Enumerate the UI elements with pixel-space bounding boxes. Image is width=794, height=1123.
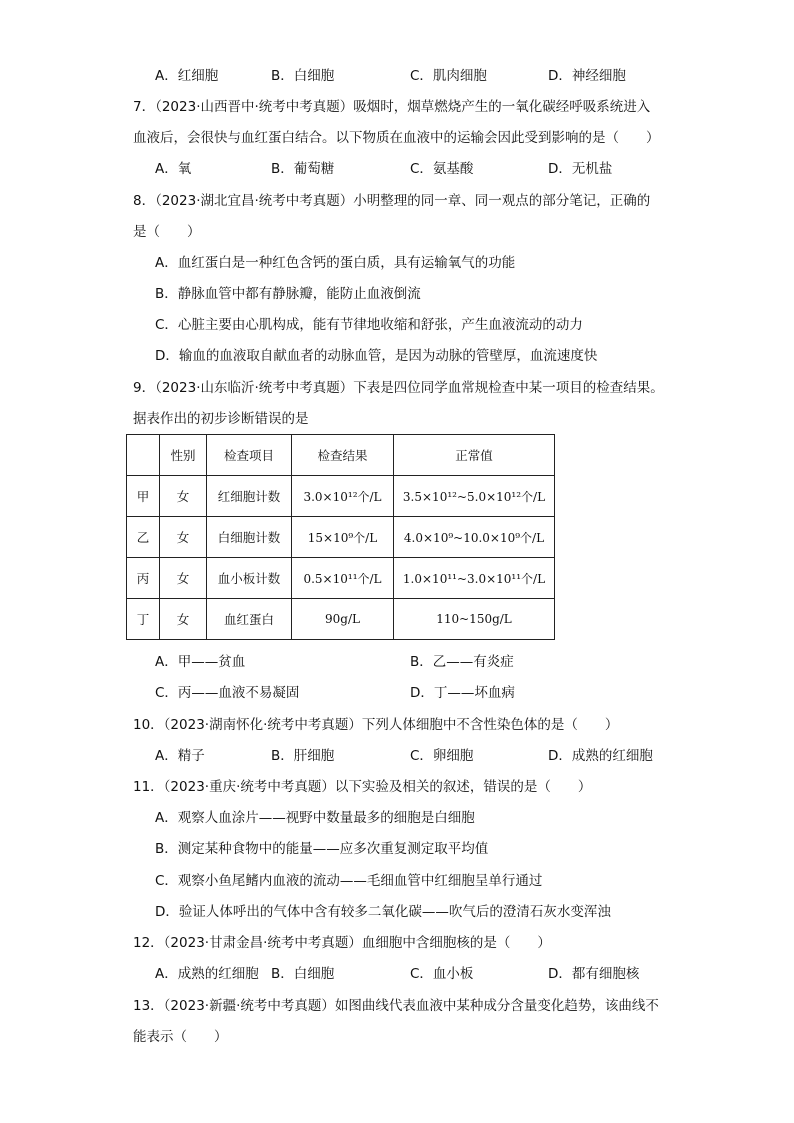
q9-option-a: A．甲——贫血 bbox=[155, 654, 246, 670]
q12-option-d: D．都有细胞核 bbox=[548, 966, 640, 982]
q9-option-d: D．丁——坏血病 bbox=[410, 685, 515, 701]
q7-option-d: D．无机盐 bbox=[548, 161, 613, 177]
q10-option-c: C．卵细胞 bbox=[410, 748, 474, 764]
table-cell: 女 bbox=[160, 476, 207, 517]
q8-option-b: B．静脉血管中都有静脉瓣，能防止血液倒流 bbox=[155, 286, 421, 302]
table-cell: 甲 bbox=[127, 476, 160, 517]
q8-option-d: D．输血的血液取自献血者的动脉血管，是因为动脉的管壁厚，血流速度快 bbox=[155, 348, 598, 364]
q13-stem-line2: 能表示（ ） bbox=[133, 1029, 228, 1045]
table-cell: 血小板计数 bbox=[207, 558, 292, 599]
q10-option-d: D．成熟的红细胞 bbox=[548, 748, 653, 764]
q12-option-b: B．白细胞 bbox=[271, 966, 335, 982]
q7-stem-line2: 血液后，会很快与血红蛋白结合。以下物质在血液中的运输会因此受到影响的是（ ） bbox=[133, 130, 660, 146]
q7-option-c: C．氨基酸 bbox=[410, 161, 474, 177]
table-cell: 丙 bbox=[127, 558, 160, 599]
q9-stem-line2: 据表作出的初步诊断错误的是 bbox=[133, 411, 309, 427]
q11-stem: 11．（2023·重庆·统考中考真题）以下实验及相关的叙述，错误的是（ ） bbox=[133, 779, 592, 795]
q8-option-c: C．心脏主要由心肌构成，能有节律地收缩和舒张，产生血液流动的动力 bbox=[155, 317, 583, 333]
table-cell: 4.0×10⁹~10.0×10⁹个/L bbox=[394, 517, 555, 558]
table-header-cell: 检查项目 bbox=[207, 435, 292, 476]
table-cell: 白细胞计数 bbox=[207, 517, 292, 558]
table-cell: 15×10⁹个/L bbox=[292, 517, 394, 558]
q13-stem-line1: 13．（2023·新疆·统考中考真题）如图曲线代表血液中某种成分含量变化趋势，该曲线不 bbox=[133, 998, 659, 1014]
table-header-row bbox=[127, 435, 555, 476]
q12-option-a: A．成熟的红细胞 bbox=[155, 966, 259, 982]
table-row bbox=[127, 517, 555, 558]
table-row bbox=[127, 599, 555, 640]
q7-option-b: B．葡萄糖 bbox=[271, 161, 335, 177]
table-cell: 110~150g/L bbox=[394, 599, 555, 640]
q12-stem: 12．（2023·甘肃金昌·统考中考真题）血细胞中含细胞核的是（ ） bbox=[133, 935, 551, 951]
q6-option-d: D．神经细胞 bbox=[548, 68, 626, 84]
table-header-cell bbox=[127, 435, 160, 476]
table-cell: 女 bbox=[160, 599, 207, 640]
table-row bbox=[127, 558, 555, 599]
table-cell: 血红蛋白 bbox=[207, 599, 292, 640]
q11-option-d: D．验证人体呼出的气体中含有较多二氧化碳——吹气后的澄清石灰水变浑浊 bbox=[155, 904, 611, 920]
table-cell: 3.5×10¹²~5.0×10¹²个/L bbox=[394, 476, 555, 517]
q11-option-a: A．观察人血涂片——视野中数量最多的细胞是白细胞 bbox=[155, 810, 475, 826]
table-cell: 女 bbox=[160, 517, 207, 558]
table-cell: 丁 bbox=[127, 599, 160, 640]
table-cell: 3.0×10¹²个/L bbox=[292, 476, 394, 517]
q9-stem-line1: 9．（2023·山东临沂·统考中考真题）下表是四位同学血常规检查中某一项目的检查结果。 bbox=[133, 380, 664, 396]
table-cell: 乙 bbox=[127, 517, 160, 558]
q9-option-b: B．乙——有炎症 bbox=[410, 654, 514, 670]
blood-test-table bbox=[126, 434, 555, 640]
table-cell: 1.0×10¹¹~3.0×10¹¹个/L bbox=[394, 558, 555, 599]
table-header-cell: 正常值 bbox=[394, 435, 555, 476]
q10-option-a: A．精子 bbox=[155, 748, 205, 764]
table-cell: 女 bbox=[160, 558, 207, 599]
q12-option-c: C．血小板 bbox=[410, 966, 474, 982]
q7-option-a: A．氧 bbox=[155, 161, 192, 177]
q8-stem-line1: 8．（2023·湖北宜昌·统考中考真题）小明整理的同一章、同一观点的部分笔记，正确的 bbox=[133, 193, 651, 209]
q9-option-c: C．丙——血液不易凝固 bbox=[155, 685, 300, 701]
table-cell: 0.5×10¹¹个/L bbox=[292, 558, 394, 599]
q6-option-b: B．白细胞 bbox=[271, 68, 335, 84]
table-header-cell: 检查结果 bbox=[292, 435, 394, 476]
q10-option-b: B．肝细胞 bbox=[271, 748, 335, 764]
q8-option-a: A．血红蛋白是一种红色含钙的蛋白质，具有运输氧气的功能 bbox=[155, 255, 516, 271]
table-header-cell: 性别 bbox=[160, 435, 207, 476]
q6-option-c: C．肌肉细胞 bbox=[410, 68, 487, 84]
table-row bbox=[127, 476, 555, 517]
q7-stem-line1: 7．（2023·山西晋中·统考中考真题）吸烟时，烟草燃烧产生的一氧化碳经呼吸系统进入 bbox=[133, 99, 651, 115]
q11-option-b: B．测定某种食物中的能量——应多次重复测定取平均值 bbox=[155, 841, 489, 857]
q10-stem: 10．（2023·湖南怀化·统考中考真题）下列人体细胞中不含性染色体的是（ ） bbox=[133, 717, 619, 733]
q11-option-c: C．观察小鱼尾鳍内血液的流动——毛细血管中红细胞呈单行通过 bbox=[155, 873, 543, 889]
q6-option-a: A．红细胞 bbox=[155, 68, 219, 84]
table-cell: 红细胞计数 bbox=[207, 476, 292, 517]
table-cell: 90g/L bbox=[292, 599, 394, 640]
q8-stem-line2: 是（ ） bbox=[133, 224, 201, 240]
